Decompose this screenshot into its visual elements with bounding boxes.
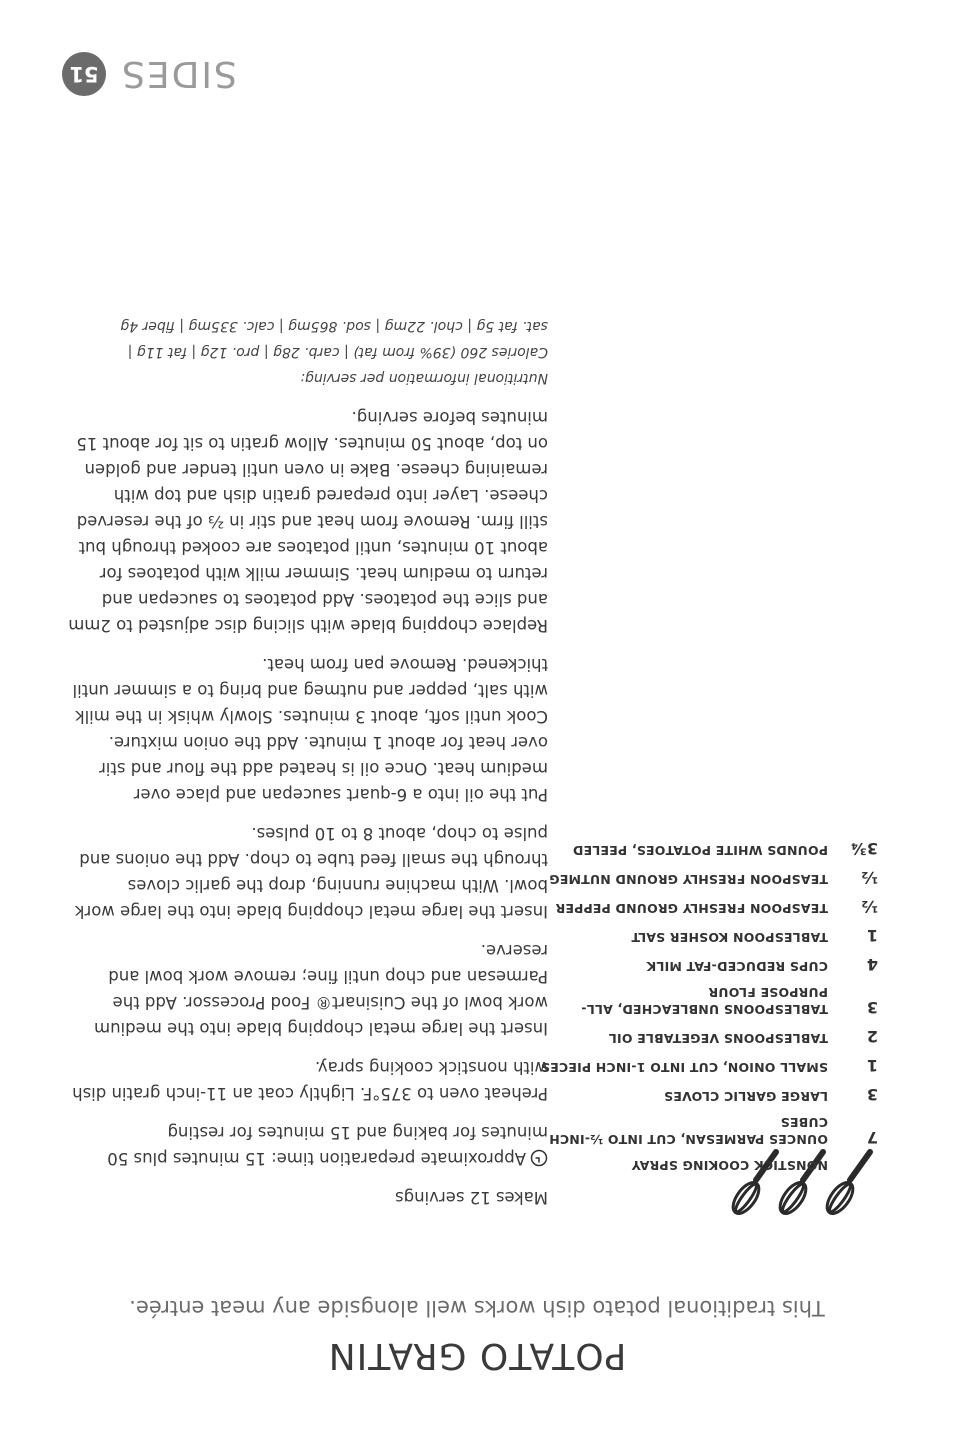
ingredient-qty: 2 (866, 1027, 878, 1046)
ingredient-item (518, 1114, 878, 1148)
ingredient-text: SMALL ONION, CUT INTO 1-INCH PIECES (540, 1060, 828, 1075)
ingredient-text: LARGE GARLIC CLOVES (663, 1089, 828, 1104)
method-step: Preheat oven to 375°F. Lightly coat an 11-inch gratin dish with nonstick cooking spray. (72, 1058, 548, 1103)
clock-icon (530, 1149, 548, 1167)
ingredient-item (518, 868, 878, 888)
ingredient-qty: 3 (866, 998, 878, 1017)
prep-time (68, 1119, 548, 1171)
ingredient-qty: ½ (861, 868, 878, 887)
nutrition-line: sat. fat 5g | chol. 22mg | sod. 865mg | calc. 335mg | fiber 4g (120, 318, 548, 334)
ingredient-text: CUPS REDUCED-FAT MILK (646, 959, 828, 974)
ingredient-item (518, 1027, 878, 1047)
ingredient-qty: 3¾ (850, 839, 878, 858)
ingredient-text: OUNCES PARMESAN, CUT INTO ½-INCH CUBES (549, 1115, 828, 1147)
ingredient-qty: 3 (866, 1085, 878, 1104)
ingredient-item (518, 1056, 878, 1076)
method-step: Insert the large metal chopping blade into the large work bowl. With machine running, drop the garlic cloves through the small feed tube to chop. Add the onions and pulse to chop, about 8 to 10 pulses. (74, 824, 548, 921)
method-step: Put the oil into a 6-quart saucepan and place over medium heat. Once oil is heated add the flour and stir over heat for about 1 minute. Add the onion mixture. Cook until soft, about 3 minutes. Slowly whisk in the milk with salt, pepper and nutmeg and bring to a simmer until thickened. Remove pan from heat. (72, 655, 548, 804)
page-number: 51 (62, 52, 106, 96)
ingredient-text: TABLESPOONS UNBLEACHED, ALL-PURPOSE FLOUR (581, 985, 828, 1017)
method-step: Insert the large metal chopping blade into the medium work bowl of the Cuisinart® Food Processor. Add the Parmesan and chop until fine; remove work bowl and reserve. (94, 941, 548, 1038)
ingredient-qty: 1 (866, 1056, 878, 1075)
ingredient-item (518, 1157, 878, 1174)
nutrition-info (68, 313, 548, 391)
ingredient-qty: 4 (866, 955, 878, 974)
ingredient-text: NONSTICK COOKING SPRAY (631, 1158, 828, 1173)
recipe-subtitle: This traditional potato dish works well alongside any meat entrée. (129, 1296, 825, 1320)
method-step: Replace chopping blade with slicing disc adjusted to 2mm and slice the potatoes. Add potatoes to saucepan and return to medium heat. Simmer milk with potatoes for about 10 minutes, until potatoes are cooked through but still firm. Remove from heat and stir in ⅔ of the reserved cheese. Layer into prepared gratin dish and top with remaining cheese. Bake in oven until tender and golden on top, about 50 minutes. Allow gratin to sit for about 15 minutes before serving. (68, 408, 548, 635)
ingredient-item (518, 926, 878, 946)
servings: Makes 12 servings (395, 1188, 548, 1207)
ingredient-text: TABLESPOON KOSHER SALT (631, 930, 828, 945)
ingredient-qty: ½ (861, 897, 878, 916)
ingredient-item (518, 984, 878, 1018)
ingredient-list (518, 830, 878, 1174)
section-tab (62, 52, 237, 96)
ingredient-text: TEASPOON FRESHLY GROUND NUTMEG (549, 872, 828, 887)
prep-time-text: Approximate preparation time: 15 minutes plus 50 minutes for baking and 15 minutes for resting (107, 1123, 548, 1168)
section-label: SIDES (120, 53, 237, 95)
ingredient-text: TEASPOON FRESHLY GROUND PEPPER (555, 901, 828, 916)
nutrition-heading: Nutritional information per serving: (300, 370, 548, 386)
nutrition-line: Calories 260 (39% from fat) | carb. 28g | pro. 12g | fat 11g | (127, 344, 548, 360)
ingredient-text: POUNDS WHITE POTATOES, PEELED (572, 843, 828, 858)
ingredient-text: TABLESPOONS VEGETABLE OIL (608, 1031, 828, 1046)
ingredient-item (518, 1085, 878, 1105)
ingredient-qty: 1 (866, 926, 878, 945)
ingredient-item (518, 839, 878, 859)
ingredient-item (518, 955, 878, 975)
ingredient-qty: 7 (866, 1128, 878, 1147)
ingredient-item (518, 897, 878, 917)
ingredient-qty (828, 1157, 878, 1174)
method-section (68, 313, 548, 1210)
recipe-title: POTATO GRATIN (327, 1335, 627, 1376)
